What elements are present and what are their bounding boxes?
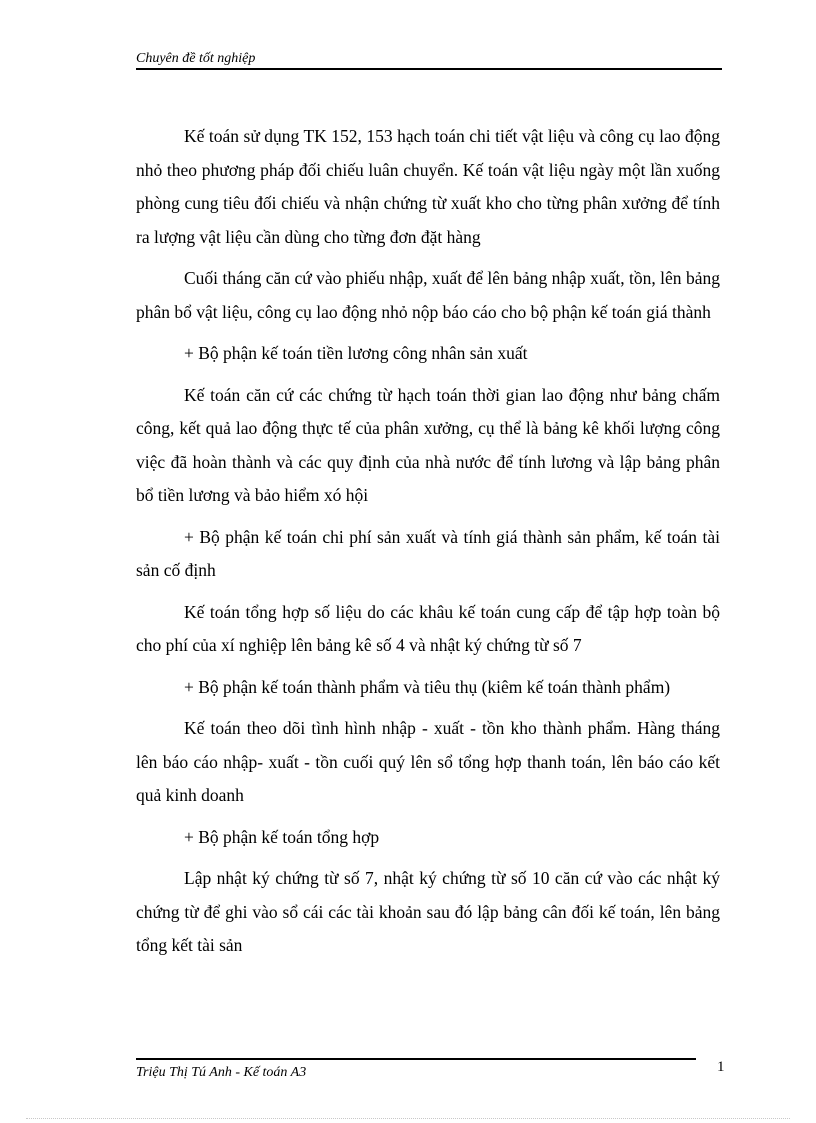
paragraph-tk-152-153: Kế toán sử dụng TK 152, 153 hạch toán chi tiết vật liệu và công cụ lao động nhỏ theo phương pháp đối chiếu luân chuyển. Kế toán vật liệu ngày một lần xuống phòng cung tiêu đối chiếu và nhận chứng từ xuất kho cho từng phân xưởng để tính ra lượng vật liệu cần dùng cho từng đơn đặt hàng	[136, 126, 720, 247]
paragraph-general-accounting: Lập nhật ký chứng từ số 7, nhật ký chứng từ số 10 căn cứ vào các nhật ký chứng từ để ghi vào sổ cái các tài khoản sau đó lập bảng cân đối kế toán, lên bảng tổng kết tài sản	[136, 868, 720, 955]
section-heading-finished-goods: + Bộ phận kế toán thành phẩm và tiêu thụ (kiêm kế toán thành phẩm)	[184, 676, 671, 697]
page-header-title: Chuyên đề tốt nghiệp	[136, 51, 256, 66]
header-rule	[136, 68, 722, 70]
paragraph-finished-goods: Kế toán theo dõi tình hình nhập - xuất - tồn kho thành phẩm. Hàng tháng lên báo cáo nhập- xuất - tồn cuối quý lên sổ tổng hợp thanh toán, lên báo cáo kết quả kinh doanh	[136, 718, 720, 805]
footer-author: Triệu Thị Tú Anh - Kế toán A3	[136, 1065, 307, 1080]
paragraph-payroll: Kế toán căn cứ các chứng từ hạch toán thời gian lao động như bảng chấm công, kết quả lao động thực tế của phân xưởng, cụ thể là bảng kê khối lượng công việc đã hoàn thành và các quy định của nhà nước để tính lương và lập bảng phân bổ tiền lương và bảo hiểm xó hội	[136, 384, 720, 505]
section-heading-payroll: + Bộ phận kế toán tiền lương công nhân sản xuất	[184, 343, 528, 363]
paragraph-end-of-month: Cuối tháng căn cứ vào phiếu nhập, xuất để lên bảng nhập xuất, tồn, lên bảng phân bổ vật liệu, công cụ lao động nhỏ nộp báo cáo cho bộ phận kế toán giá thành	[136, 268, 720, 322]
page-edge-divider	[26, 1118, 790, 1119]
document-body	[136, 120, 720, 971]
section-heading-general-accounting: + Bộ phận kế toán tổng hợp	[184, 826, 380, 847]
footer-rule	[136, 1058, 696, 1060]
page-number: 1	[717, 1059, 725, 1075]
section-heading-production-cost: + Bộ phận kế toán chi phí sản xuất và tính giá thành sản phẩm, kế toán tài sản cố định	[136, 526, 720, 580]
paragraph-production-cost: Kế toán tổng hợp số liệu do các khâu kế toán cung cấp để tập hợp toàn bộ cho phí của xí nghiệp lên bảng kê số 4 và nhật ký chứng từ số 7	[136, 601, 720, 655]
